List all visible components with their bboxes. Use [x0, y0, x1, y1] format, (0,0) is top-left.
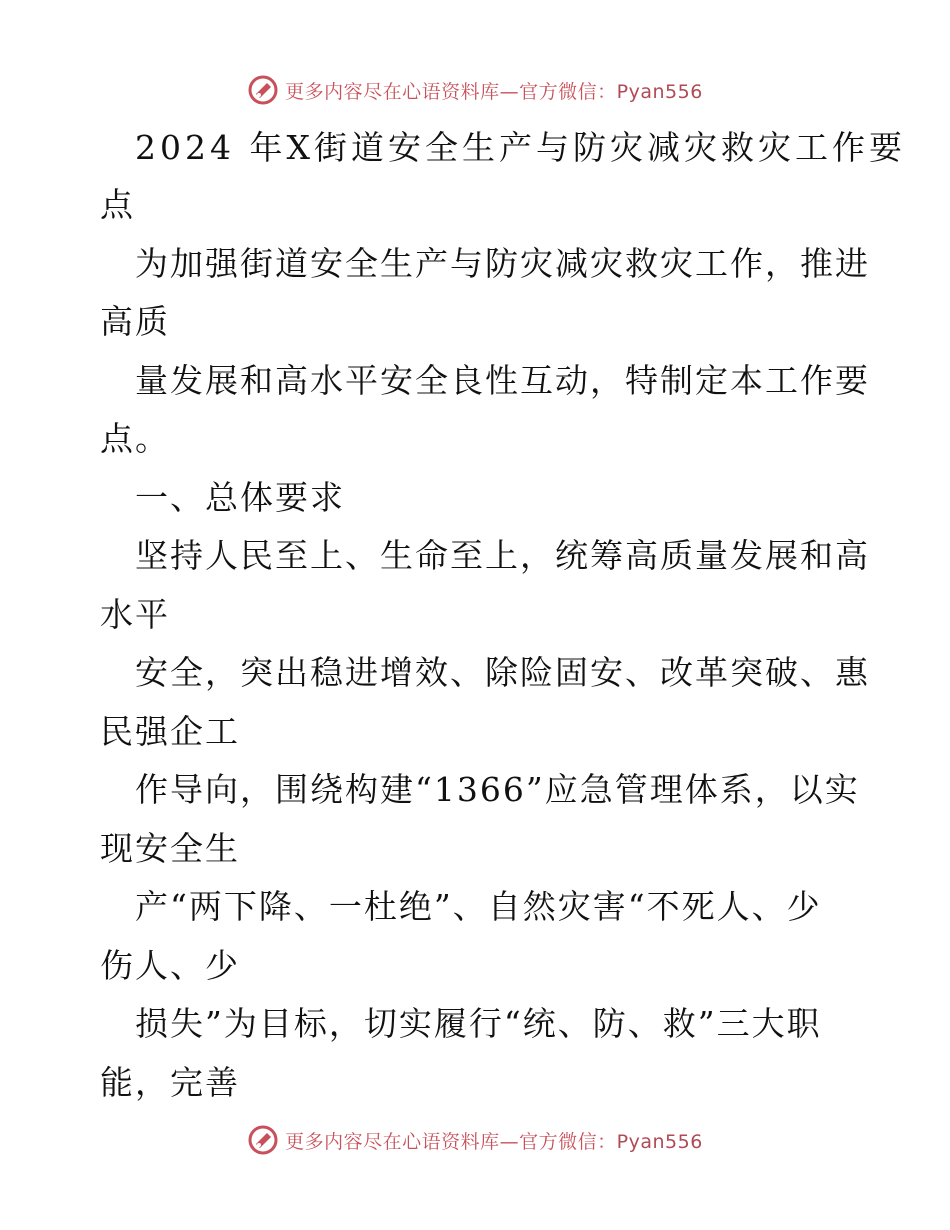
paragraph-line: 能，完善 [100, 1063, 240, 1102]
paragraph-line: 现安全生 [100, 829, 240, 868]
watermark-bottom [0, 1120, 950, 1160]
paragraph-line: 伤人、少 [100, 946, 240, 985]
paragraph-line: 产“两下降、一杜绝”、自然灾害“不死人、少 [135, 887, 822, 926]
paragraph-line: 点。 [100, 419, 170, 458]
paragraph-line: 民强企工 [100, 712, 240, 751]
watermark-text: 更多内容尽在心语资料库—官方微信：Pyan556 [285, 80, 703, 103]
section-heading: 一、总体要求 [135, 478, 345, 517]
logo-icon [247, 1124, 279, 1156]
paragraph-line: 量发展和高水平安全良性互动，特制定本工作要 [135, 361, 870, 400]
paragraph-line: 为加强街道安全生产与防灾减灾救灾工作，推进 [135, 244, 870, 283]
paragraph-line: 安全，突出稳进增效、除险固安、改革突破、惠 [135, 653, 870, 692]
paragraph-line: 水平 [100, 595, 170, 634]
watermark-contact: Pyan556 [616, 80, 703, 103]
paragraph-line: 坚持人民至上、生命至上，统筹高质量发展和高 [135, 536, 870, 575]
document-title: 2024 年X街道安全生产与防灾减灾救灾工作要 [135, 128, 906, 167]
watermark-text: 更多内容尽在心语资料库—官方微信：Pyan556 [285, 1130, 703, 1153]
paragraph-line: 高质 [100, 302, 170, 341]
document-title-continued: 点 [100, 185, 135, 224]
paragraph-line: 损失”为目标，切实履行“统、防、救”三大职 [135, 1004, 822, 1043]
paragraph-line: 作导向，围绕构建“1366”应急管理体系，以实 [135, 770, 860, 809]
watermark-contact: Pyan556 [616, 1130, 703, 1153]
